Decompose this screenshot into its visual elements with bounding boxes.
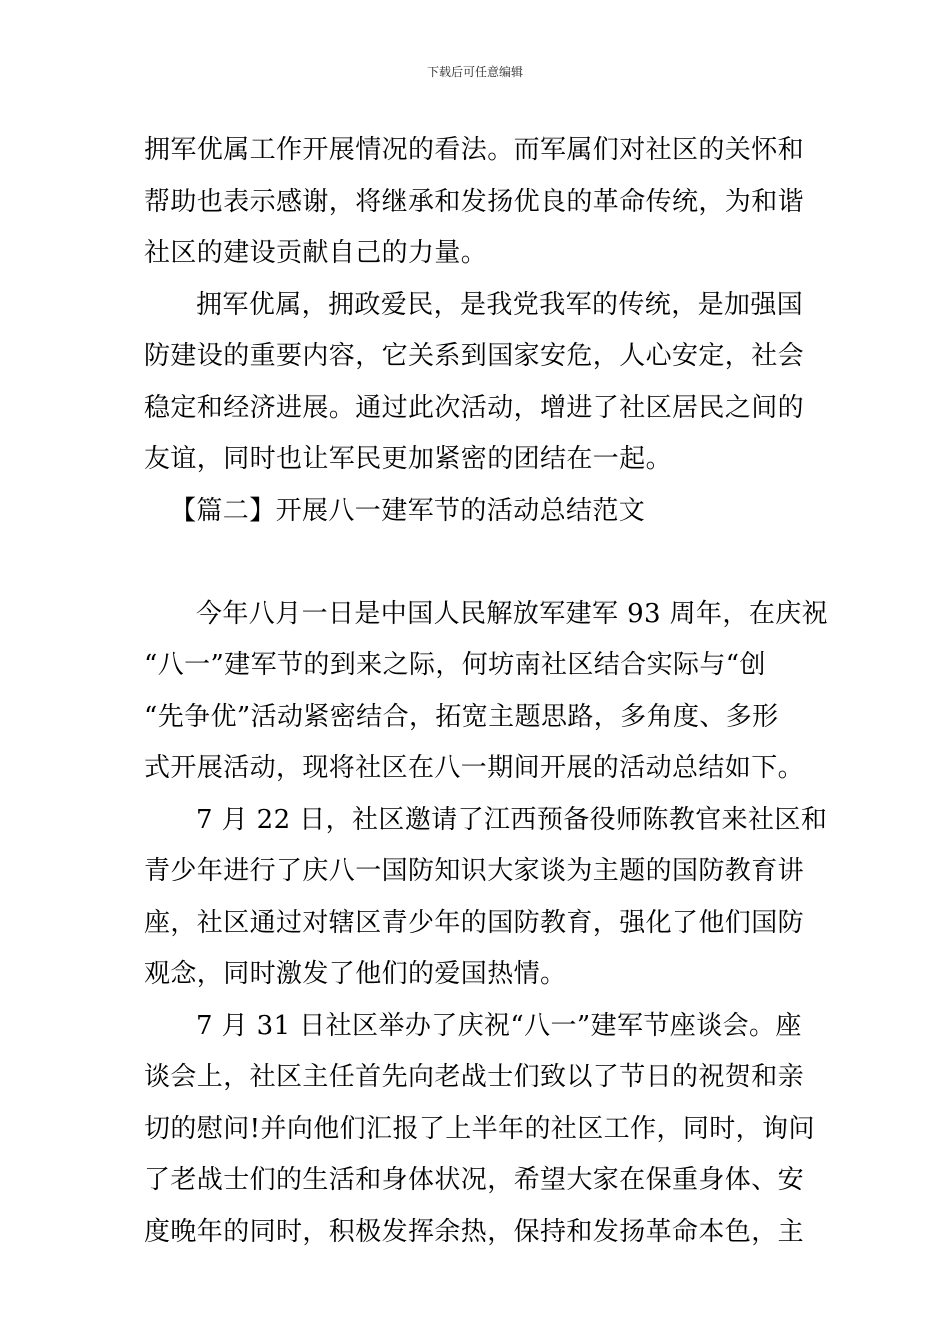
- paragraph-line: 度晚年的同时，积极发挥余热，保持和发扬革命本色，主: [144, 1216, 805, 1247]
- paragraph-line: 座，社区通过对辖区青少年的国防教育，强化了他们国防: [144, 907, 805, 938]
- paragraph-line: 社区的建设贡献自己的力量。: [144, 238, 488, 268]
- paragraph-line: 帮助也表示感谢，将继承和发扬优良的革命传统，为和谐: [144, 186, 805, 217]
- paragraph-line: “八一”建军节的到来之际，何坊南社区结合实际与“创: [144, 650, 766, 680]
- paragraph-line: 青少年进行了庆八一国防知识大家谈为主题的国防教育讲: [144, 856, 805, 886]
- section-heading: 【篇二】开展八一建军节的活动总结范文: [170, 495, 646, 526]
- paragraph-line: 了老战士们的生活和身体状况，希望大家在保重身体、安: [144, 1165, 805, 1195]
- paragraph-line: “先争优”活动紧密结合，拓宽主题思路，多角度、多形: [144, 701, 779, 732]
- document-body: [144, 125, 829, 1258]
- paragraph-line: 观念，同时激发了他们的爱国热情。: [144, 959, 567, 989]
- blank-line: [144, 537, 808, 589]
- paragraph-line: 7 月 31 日社区举办了庆祝“八一”建军节座谈会。座: [196, 1010, 802, 1041]
- paragraph-line: 拥军优属，拥政爱民，是我党我军的传统，是加强国: [196, 289, 804, 320]
- paragraph-line: 防建设的重要内容，它关系到国家安危，人心安定，社会: [144, 341, 805, 371]
- page-header: 下载后可任意编辑: [426, 65, 523, 79]
- paragraph-line: 稳定和经济进展。通过此次活动，增进了社区居民之间的: [144, 392, 805, 423]
- paragraph-line: 友谊，同时也让军民更加紧密的团结在一起。: [144, 444, 673, 474]
- paragraph-line: 式开展活动，现将社区在八一期间开展的活动总结如下。: [144, 753, 805, 783]
- paragraph-line: 谈会上，社区主任首先向老战士们致以了节日的祝贺和亲: [144, 1062, 805, 1092]
- paragraph-line: 切的慰问!并向他们汇报了上半年的社区工作，同时，询问: [144, 1113, 815, 1144]
- paragraph-line: 拥军优属工作开展情况的看法。而军属们对社区的关怀和: [144, 135, 805, 165]
- paragraph-line: 今年八月一日是中国人民解放军建军 93 周年，在庆祝: [196, 598, 829, 629]
- paragraph-line: 7 月 22 日，社区邀请了江西预备役师陈教官来社区和: [196, 804, 828, 835]
